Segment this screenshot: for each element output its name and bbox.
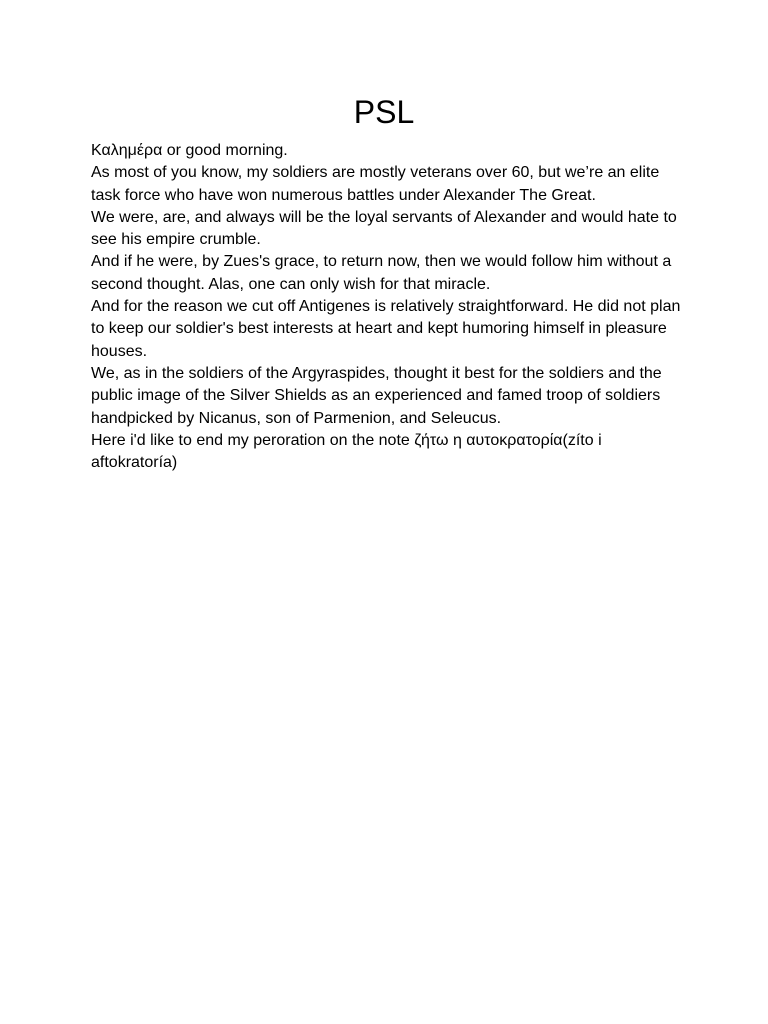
document-title: PSL	[353, 94, 415, 130]
paragraph-greeting: Καλημέρα or good morning.	[91, 142, 288, 159]
paragraph-loyalty: We were, are, and always will be the loyal servants of Alexander and would hate to see his empire crumble.	[91, 208, 677, 249]
paragraph-peroration: Here i'd like to end my peroration on the note ζήτω η αυτοκρατορία(zíto i aftokratoría)	[91, 431, 602, 472]
paragraph-veterans: As most of you know, my soldiers are mostly veterans over 60, but we’re an elite task force who have won numerous battles under Alexander The Great.	[91, 164, 660, 204]
paragraph-argyraspides: We, as in the soldiers of the Argyraspides, thought it best for the soldiers and the public image of the Silver Shields as an experienced and famed troop of soldiers handpicked by Nicanus, son of Parmenion, and Seleucus.	[91, 364, 662, 427]
paragraph-return: And if he were, by Zues's grace, to return now, then we would follow him without a second thought. Alas, one can only wish for that miracle.	[91, 253, 672, 293]
document-body	[91, 140, 681, 474]
paragraph-antigenes: And for the reason we cut off Antigenes is relatively straightforward. He did not plan to keep our soldier's best interests at heart and kept humoring himself in pleasure houses.	[91, 298, 681, 360]
